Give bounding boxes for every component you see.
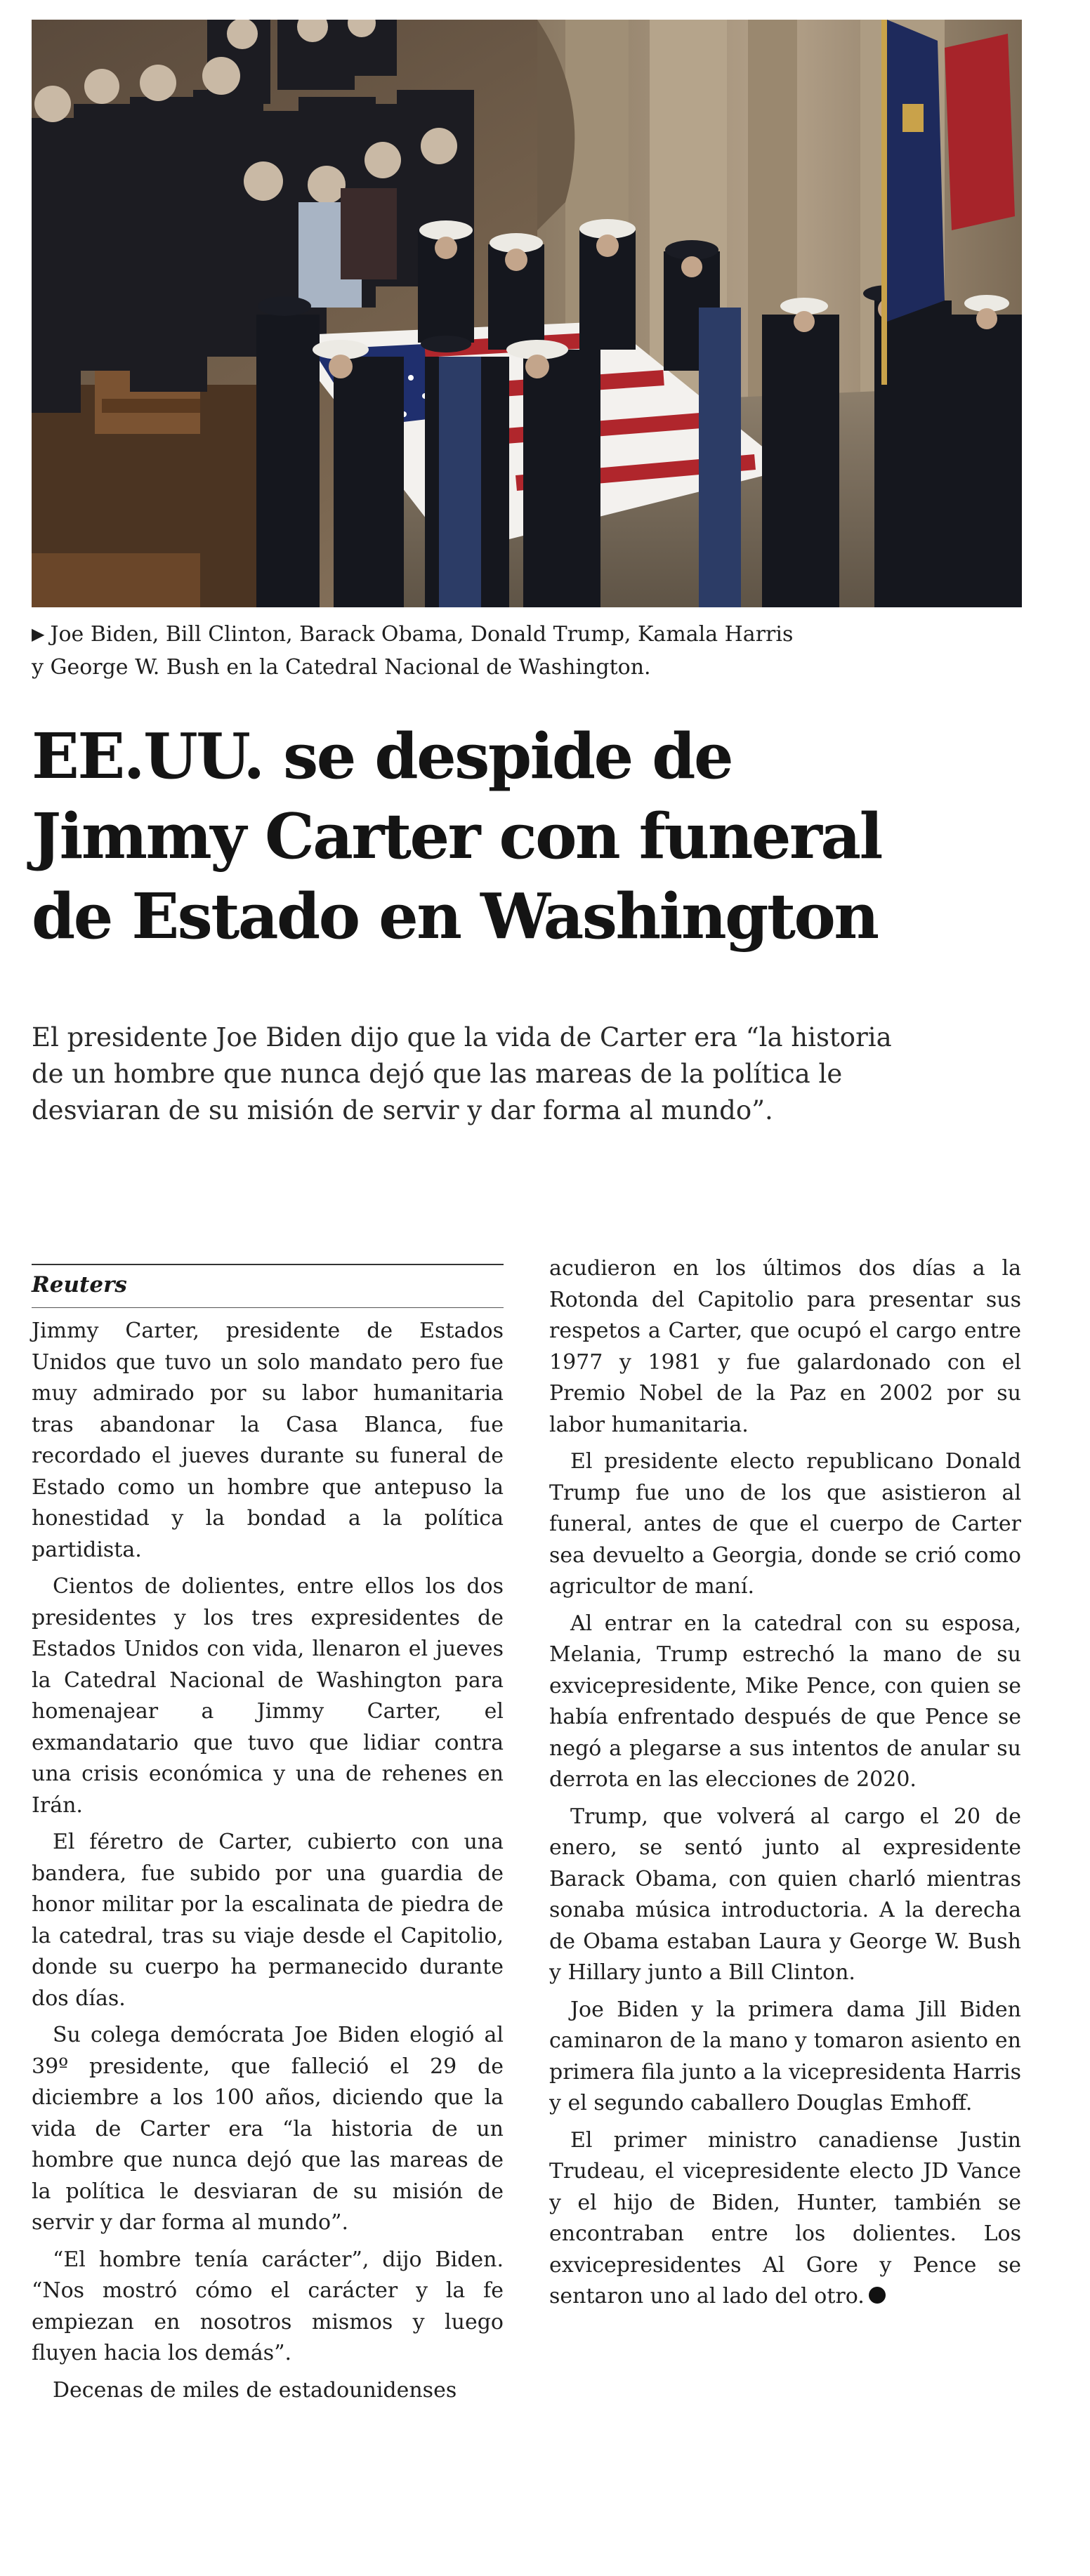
body-paragraph: Cientos de dolientes, entre ellos los dos presidentes y los tres expresidentes de Estados Unidos con vida, llenaron el jueves la Catedral Nacional de Washington para homenajear a Jimmy Carter, el exmandatario que tuvo que lidiar contra una crisis económica y una de rehenes en Irán. xyxy=(32,1574,504,1818)
headline-line-2: Jimmy Carter con funeral xyxy=(32,799,881,873)
body-paragraph: Joe Biden y la primera dama Jill Biden caminaron de la mano y tomaron asiento en primera fila junto a la vicepresidenta Harris y el segundo caballero Douglas Emhoff. xyxy=(549,1997,1021,2115)
standfirst xyxy=(32,1019,945,1129)
headline-line-3: de Estado en Washington xyxy=(32,879,878,953)
end-of-article-dot-icon xyxy=(869,2287,886,2304)
byline-rule-top xyxy=(32,1264,504,1265)
body-paragraph-last xyxy=(549,2125,1021,2313)
standfirst-line-3: desviaran de su misión de servir y dar forma al mundo”. xyxy=(32,1095,773,1125)
caption-text-1: Joe Biden, Bill Clinton, Barack Obama, Donald Trump, Kamala Harris xyxy=(50,622,794,647)
headline xyxy=(32,716,1043,956)
body-paragraph: Jimmy Carter, presidente de Estados Unidos que tuvo un solo mandato pero fue muy admirado por su labor humanitaria tras abandonar la Casa Blanca, fue recordado el jueves durante su funeral de Estado como un hombre que antepuso la honestidad y la bondad a la política partidista. xyxy=(32,1319,504,1562)
photo-caption xyxy=(32,618,1043,684)
body-paragraph: Trump, que volverá al cargo el 20 de enero, se sentó junto al expresidente Barack Obama, con quien charló mientras sonaba música introductoria. A la derecha de Obama estaban Laura y George W. Bush y Hillary junto a Bill Clinton. xyxy=(549,1804,1021,1985)
body-paragraph: acudieron en los últimos dos días a la Rotonda del Capitolio para presentar sus respetos a Carter, que ocupó el cargo entre 1977 y 1981 y fue galardonado con el Premio Nobel de la Paz en 2002 por su labor humanitaria. xyxy=(549,1256,1021,1437)
caption-line-1 xyxy=(32,618,1043,651)
body-paragraph: El féretro de Carter, cubierto con una bandera, fue subido por una guardia de honor militar por la escalinata de piedra de la catedral, tras su viaje desde el Capitolio, donde su cuerpo ha permanecido durante dos días. xyxy=(32,1830,504,2011)
body-paragraph: Decenas de miles de estadounidenses xyxy=(53,2377,457,2403)
caption-marker-icon: ▶ xyxy=(32,624,45,644)
body-paragraph: Su colega demócrata Joe Biden elogió al 39º presidente, que falleció el 29 de diciembre a los 100 años, diciendo que la vida de Carter era “la historia de un hombre que nunca dejó que las mareas de la política le desviaran de su misión de servir y dar forma al mundo”. xyxy=(32,2023,504,2235)
last-paragraph-text: El primer ministro canadiense Justin Trudeau, el vicepresidente electo JD Vance y el hijo de Biden, Hunter, también se encontraban entre los dolientes. Los exvicepresidentes Al Gore y Pence se sentaron uno al lado del otro. xyxy=(549,2127,1021,2309)
body-column-left xyxy=(32,1316,504,2406)
byline-rule-bottom xyxy=(32,1307,504,1308)
caption-line-2: y George W. Bush en la Catedral Nacional de Washington. xyxy=(32,655,651,680)
standfirst-line-2: de un hombre que nunca dejó que las mareas de la política le xyxy=(32,1059,843,1089)
article-photo xyxy=(32,20,1022,607)
body-paragraph: Al entrar en la catedral con su esposa, Melania, Trump estrechó la mano de su exvicepresidente, Mike Pence, con quien se había enfrentado después de que Pence se negó a plegarse a sus intentos de anular su derrota en las elecciones de 2020. xyxy=(549,1611,1021,1792)
body-paragraph: “El hombre tenía carácter”, dijo Biden. “Nos mostró cómo el carácter y la fe empiezan en nosotros mismos y luego fluyen hacia los demás”. xyxy=(32,2247,504,2365)
standfirst-line-1: El presidente Joe Biden dijo que la vida de Carter era “la historia xyxy=(32,1022,892,1052)
funeral-photo-icon xyxy=(32,20,1022,607)
headline-line-1: EE.UU. se despide de xyxy=(32,719,733,793)
body-column-right xyxy=(549,1253,1021,2313)
body-paragraph: El presidente electo republicano Donald Trump fue uno de los que asistieron al funeral, antes de que el cuerpo de Carter sea devuelto a Georgia, donde se crió como agricultor de maní. xyxy=(549,1449,1021,1599)
byline: Reuters xyxy=(32,1272,127,1297)
